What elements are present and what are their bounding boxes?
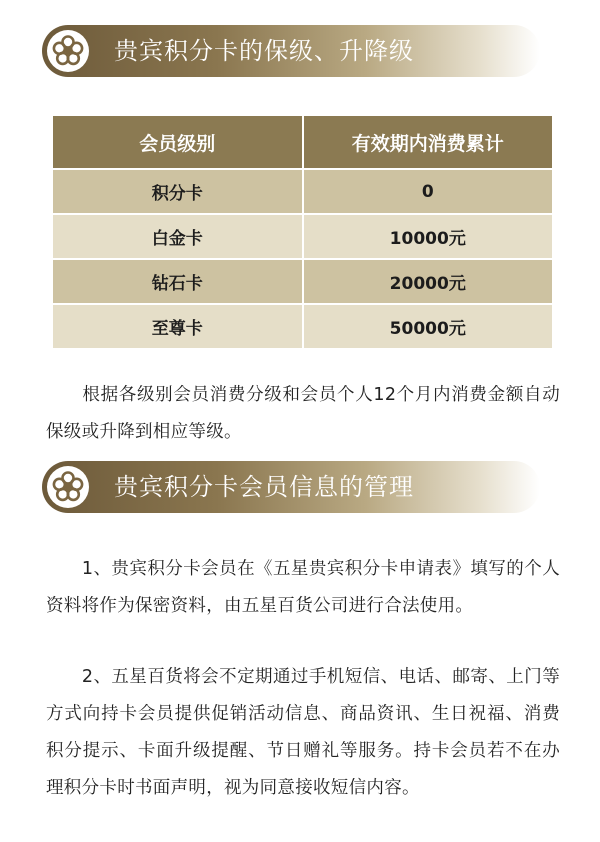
spending-cell: 10000元 xyxy=(303,214,554,259)
spending-cell: 50000元 xyxy=(303,304,554,349)
level-cell: 至尊卡 xyxy=(52,304,303,349)
spending-cell: 0 xyxy=(303,169,554,214)
section-title: 贵宾积分卡的保级、升降级 xyxy=(114,37,414,65)
header-level: 会员级别 xyxy=(52,115,303,169)
level-rule-paragraph: 根据各级别会员消费分级和会员个人12个月内消费金额自动保级或升降到相应等级。 xyxy=(46,384,560,442)
privacy-paragraph: 1、贵宾积分卡会员在《五星贵宾积分卡申请表》填写的个人资料将作为保密资料，由五星百货公司进行合法使用。 xyxy=(46,558,560,616)
flower-emblem-icon xyxy=(47,466,89,508)
header-spending: 有效期内消费累计 xyxy=(303,115,554,169)
level-cell: 积分卡 xyxy=(52,169,303,214)
section-banner-info xyxy=(42,461,540,513)
membership-level-table xyxy=(51,114,554,350)
table-row xyxy=(52,214,553,259)
table-row xyxy=(52,304,553,349)
table-header-row xyxy=(52,115,553,169)
flower-emblem-icon xyxy=(47,30,89,72)
table-row xyxy=(52,169,553,214)
level-cell: 白金卡 xyxy=(52,214,303,259)
spending-cell: 20000元 xyxy=(303,259,554,304)
section-banner-levels xyxy=(42,25,540,77)
table-row xyxy=(52,259,553,304)
section-title: 贵宾积分卡会员信息的管理 xyxy=(114,473,414,501)
level-cell: 钻石卡 xyxy=(52,259,303,304)
notification-paragraph: 2、五星百货将会不定期通过手机短信、电话、邮寄、上门等方式向持卡会员提供促销活动信息、商品资讯、生日祝福、消费积分提示、卡面升级提醒、节日赠礼等服务。持卡会员若不在办理积分卡时书面声明，视为同意接收短信内容。 xyxy=(46,666,560,798)
